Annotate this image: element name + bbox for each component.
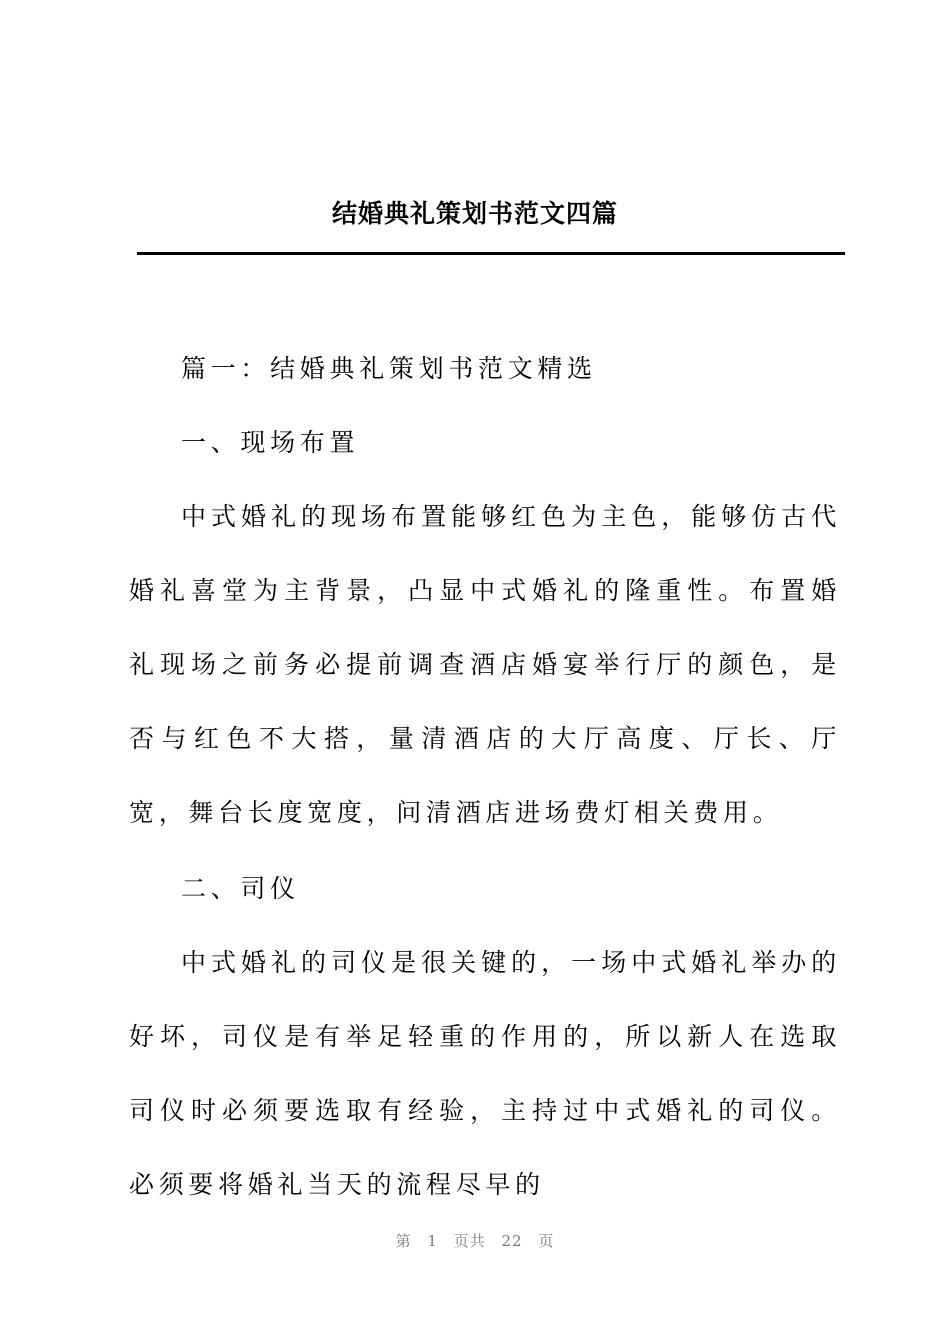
paragraph-site-layout: 中式婚礼的现场布置能够红色为主色，能够仿古代婚礼喜堂为主背景，凸显中式婚礼的隆重性。布置婚礼现场之前务必提前调查酒店婚宴举行厅的颜色，是否与红色不大搭，量清酒店的大厅高度、厅长、厅宽，舞台长度宽度，问清酒店进场费灯相关费用。	[129, 502, 841, 827]
footer-page-total: 22	[501, 1232, 523, 1250]
paragraph-host: 中式婚礼的司仪是很关键的，一场中式婚礼举办的好坏，司仪是有举足轻重的作用的，所以新人在选取司仪时必须要选取有经验，主持过中式婚礼的司仪。必须要将婚礼当天的流程尽早的	[129, 948, 841, 1199]
document-title: 结婚典礼策划书范文四篇	[331, 199, 618, 228]
footer-prefix: 第	[395, 1232, 412, 1250]
section-heading: 篇一：结婚典礼策划书范文精选	[181, 354, 597, 383]
page-footer	[0, 1230, 950, 1251]
footer-suffix: 页	[538, 1232, 555, 1250]
footer-page-number: 1	[427, 1232, 438, 1250]
heading-site-layout: 一、现场布置	[181, 428, 360, 457]
title-underline	[137, 252, 845, 255]
heading-host: 二、司仪	[181, 874, 300, 903]
footer-middle: 页共	[453, 1232, 486, 1250]
